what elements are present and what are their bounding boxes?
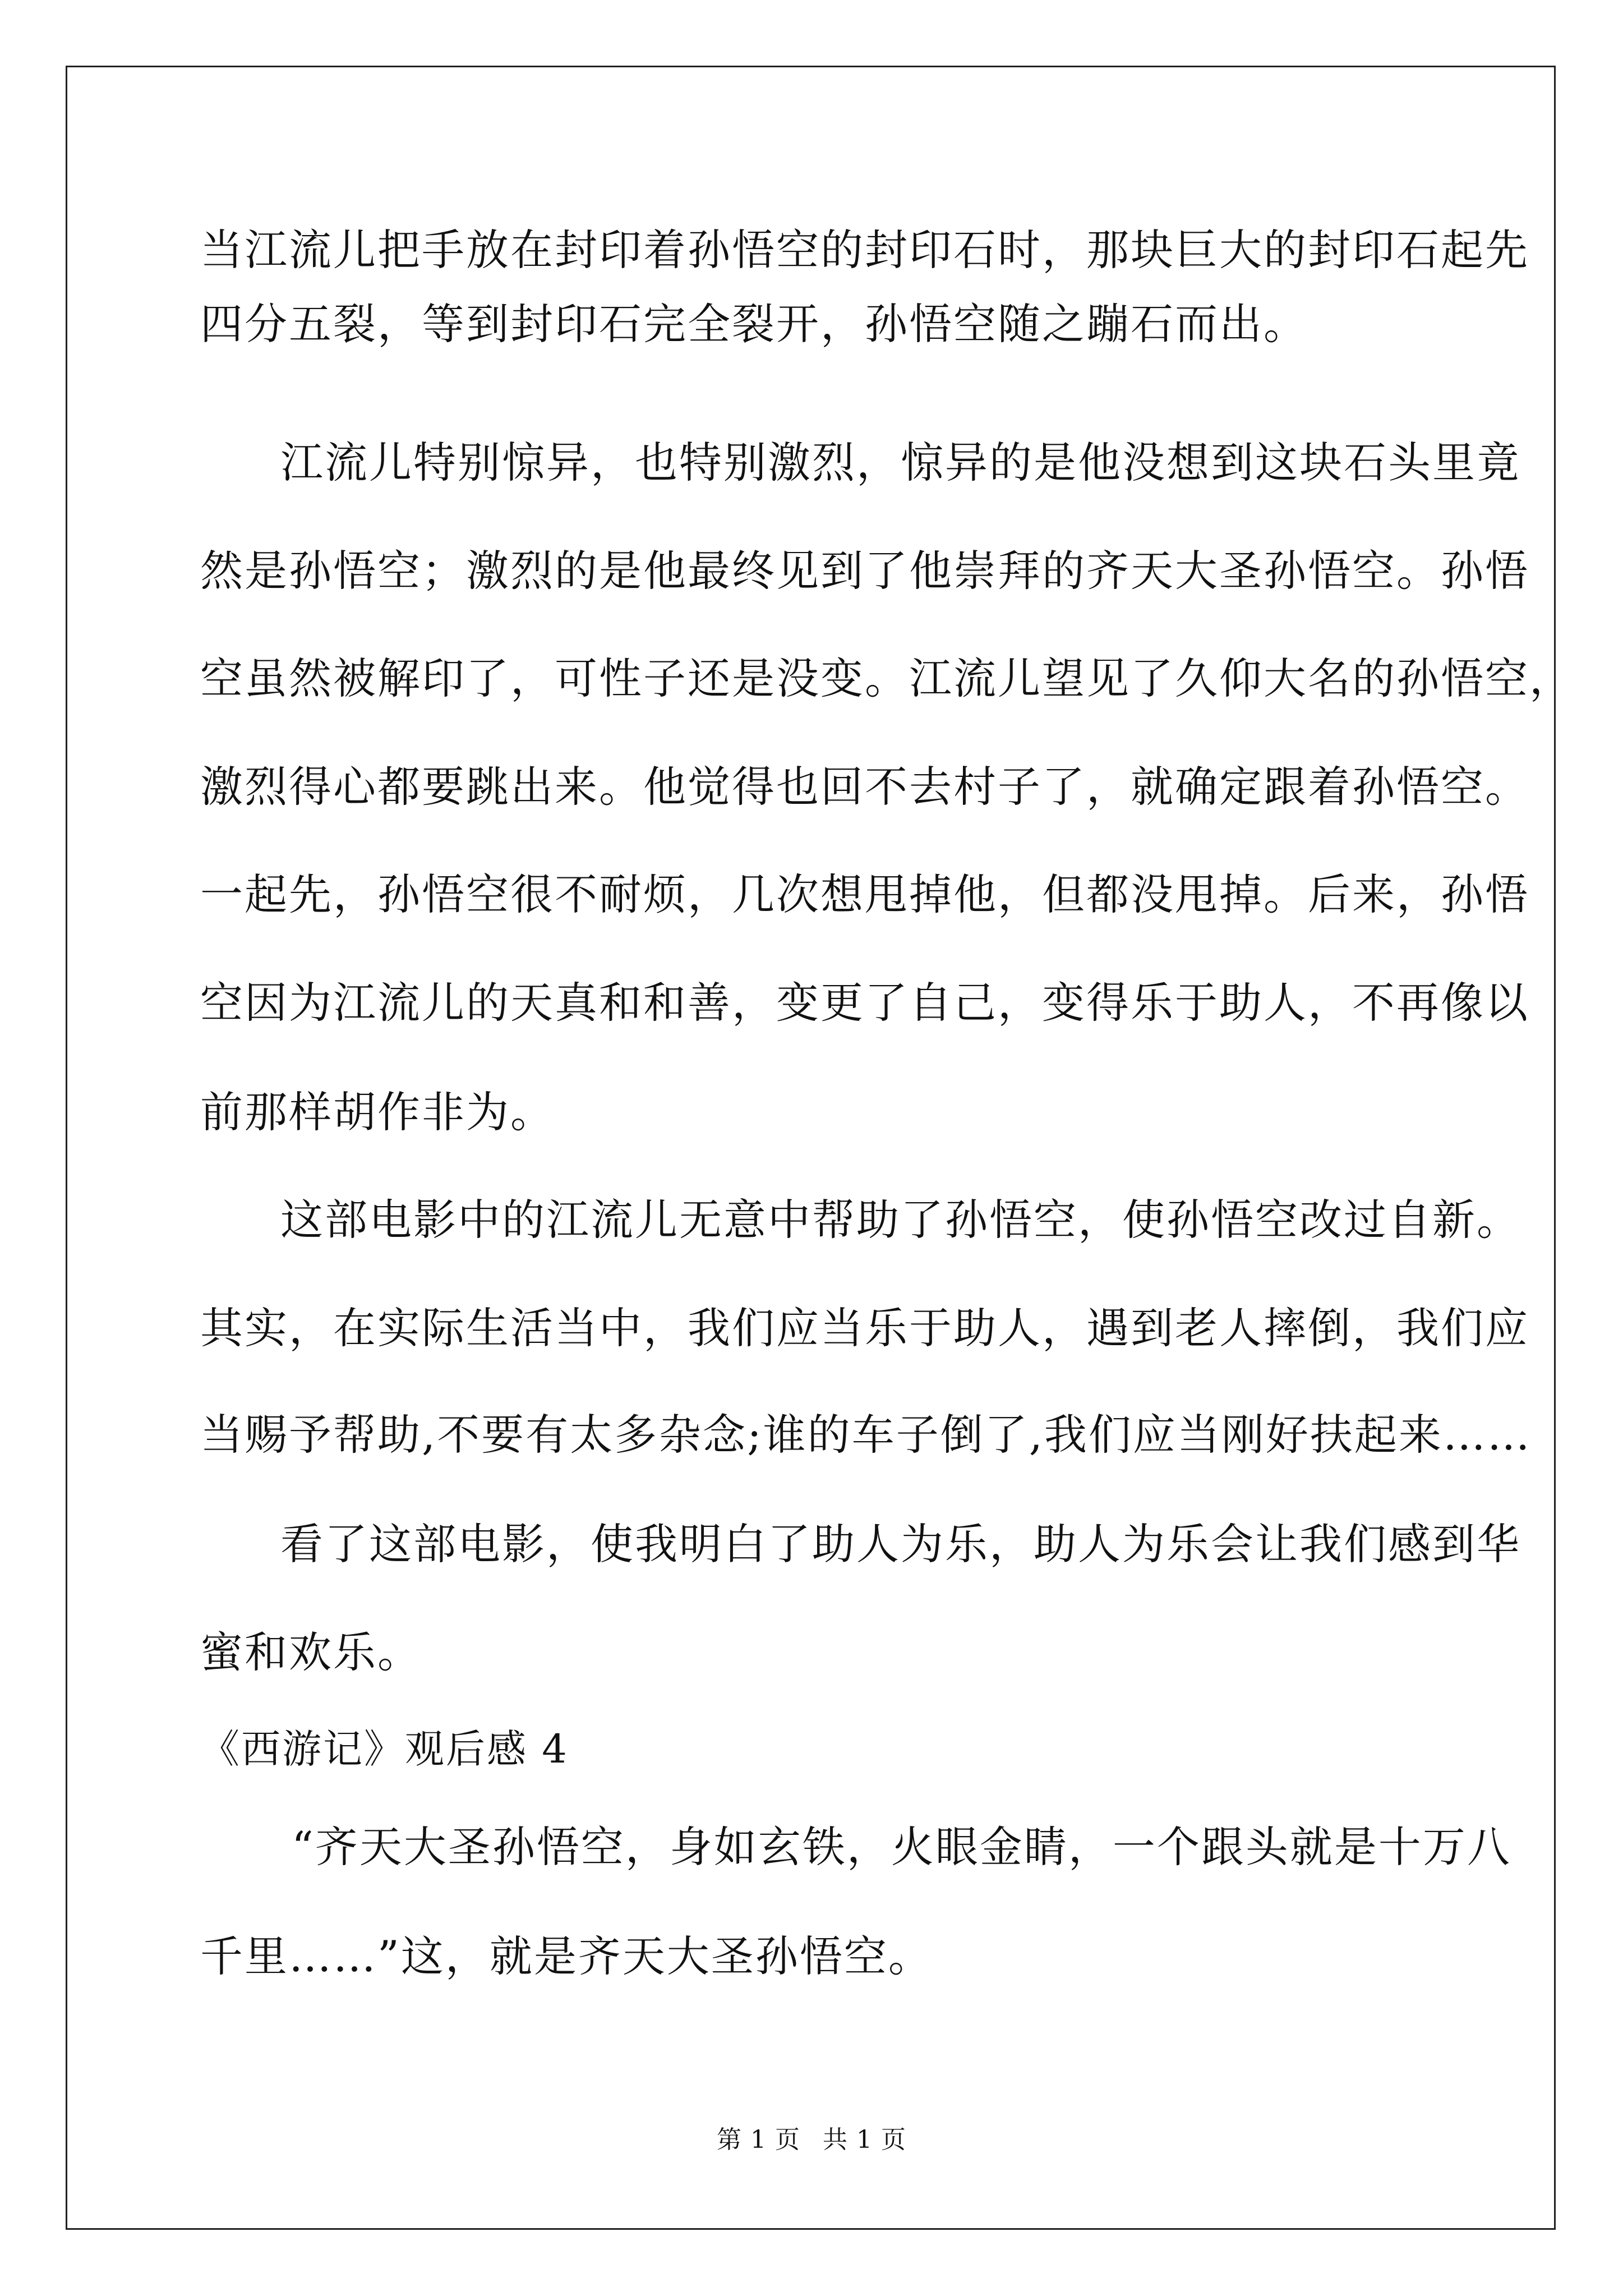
paragraph-3-line-3: 当赐予帮助,不要有太多杂念;谁的车子倒了,我们应当刚好扶起来…… xyxy=(200,1410,1532,1460)
paragraph-4-line-2: 蜜和欢乐。 xyxy=(200,1627,422,1677)
paragraph-1-line-2: 四分五裂，等到封印石完全裂开，孙悟空随之蹦石而出。 xyxy=(200,299,1308,349)
page-border xyxy=(66,66,1556,2230)
paragraph-1-line-1: 当江流儿把手放在封印着孙悟空的封印石时，那块巨大的封印石起先 xyxy=(200,225,1529,275)
paragraph-3-line-2: 其实，在实际生活当中，我们应当乐于助人，遇到老人摔倒，我们应 xyxy=(200,1303,1529,1353)
quote-paragraph-line-2: 千里……”这，就是齐天大圣孙悟空。 xyxy=(200,1931,933,1981)
paragraph-2-line-7: 前那样胡作非为。 xyxy=(200,1087,555,1137)
section-heading: 《西游记》观后感 4 xyxy=(200,1726,569,1772)
page-footer xyxy=(0,2123,1623,2157)
paragraph-2-line-5: 一起先，孙悟空很不耐烦，几次想甩掉他，但都没甩掉。后来，孙悟 xyxy=(200,869,1529,919)
page-number-current: 第 1 页 xyxy=(717,2125,800,2154)
paragraph-2-line-2: 然是孙悟空；激烈的是他最终见到了他崇拜的齐天大圣孙悟空。孙悟 xyxy=(200,546,1529,596)
paragraph-2-line-1: 江流儿特别惊异，也特别激烈，惊异的是他没想到这块石头里竟 xyxy=(280,438,1521,487)
paragraph-2-line-6: 空因为江流儿的天真和和善，变更了自己，变得乐于助人，不再像以 xyxy=(200,978,1529,1028)
paragraph-4-line-1: 看了这部电影，使我明白了助人为乐，助人为乐会让我们感到华 xyxy=(280,1519,1521,1569)
paragraph-3-line-1: 这部电影中的江流儿无意中帮助了孙悟空，使孙悟空改过自新。 xyxy=(280,1195,1521,1245)
paragraph-2-line-3: 空虽然被解印了，可性子还是没变。江流儿望见了久仰大名的孙悟空， xyxy=(200,654,1574,703)
page-number-total: 共 1 页 xyxy=(823,2125,906,2154)
quote-paragraph-line-1: “齐天大圣孙悟空，身如玄铁，火眼金睛，一个跟头就是十万八 xyxy=(292,1822,1511,1872)
paragraph-2-line-4: 激烈得心都要跳出来。他觉得也回不去村子了，就确定跟着孙悟空。 xyxy=(200,762,1529,812)
